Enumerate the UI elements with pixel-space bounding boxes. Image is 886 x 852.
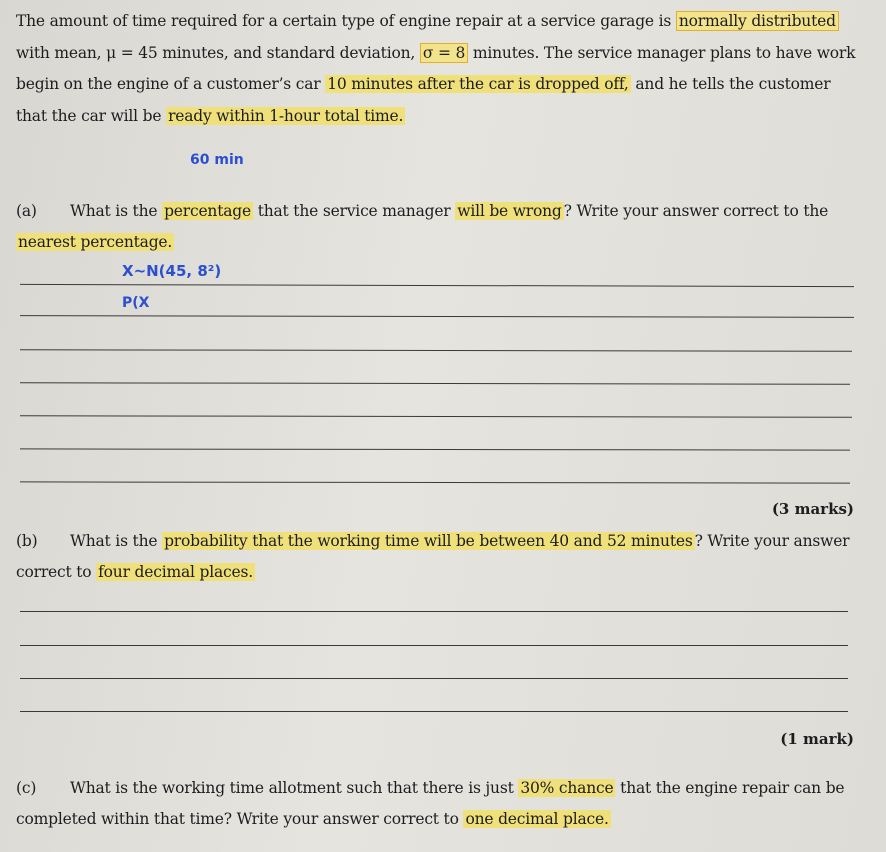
mean-value: μ = 45: [106, 43, 158, 62]
handwritten-answer-line-2: P(X: [122, 295, 150, 311]
intro-text: and he tells the customer that the car will be: [16, 75, 831, 125]
answer-line[interactable]: [20, 611, 848, 612]
intro-text: with mean,: [16, 43, 107, 62]
answer-line[interactable]: [20, 678, 848, 679]
answer-line[interactable]: [20, 645, 848, 646]
question-b-text: ? Write your answer correct to: [16, 532, 850, 581]
question-c-text: that the engine repair can be completed within that time? Write your answer correct to: [16, 779, 845, 828]
answer-line[interactable]: [20, 448, 850, 450]
question-c-text: What is the working time allotment such that there is just: [70, 779, 519, 797]
question-b-label: (b): [16, 532, 38, 550]
question-b-highlight: four decimal places.: [98, 563, 253, 581]
std-dev-value: σ = 8: [420, 43, 468, 63]
answer-line[interactable]: [20, 315, 854, 318]
answer-line[interactable]: [20, 382, 850, 384]
question-a: [16, 196, 866, 258]
handwritten-answer-line-1: X~N(45, 8²): [122, 262, 222, 280]
question-b-highlight: probability that the working time will be between 40 and 52 minutes: [164, 532, 693, 550]
question-a-label: (a): [16, 202, 37, 220]
intro-highlight-normal: normally distributed: [676, 11, 839, 31]
question-a-highlight: nearest percentage.: [18, 233, 173, 251]
question-c-label: (c): [16, 779, 37, 797]
question-a-text: What is the: [70, 202, 163, 220]
answer-line[interactable]: [20, 284, 854, 287]
intro-highlight-ready: ready within 1-hour total time.: [168, 106, 404, 125]
question-a-highlight: percentage: [164, 202, 251, 220]
question-b-text: What is the: [70, 532, 163, 550]
intro-text: The amount of time required for a certain type of engine repair at a service garage is: [16, 12, 676, 30]
question-c: [16, 773, 866, 835]
intro-text: minutes, and standard deviation,: [157, 43, 420, 62]
question-b: [16, 526, 866, 588]
answer-line[interactable]: [20, 349, 852, 351]
problem-intro: [16, 6, 866, 132]
question-b-marks: (1 mark): [780, 730, 854, 748]
intro-text: minutes. The service manager plans to have work begin on the engine of a customer’s car: [16, 43, 856, 93]
handwritten-note: 60 min: [190, 152, 244, 168]
question-a-highlight: will be wrong: [457, 202, 562, 220]
intro-highlight-delay: 10 minutes after the car is dropped off,: [327, 75, 629, 93]
answer-line[interactable]: [20, 415, 852, 417]
question-a-marks: (3 marks): [771, 500, 854, 518]
question-a-text: that the service manager: [252, 202, 456, 220]
question-c-highlight: 30% chance: [520, 779, 614, 797]
answer-line[interactable]: [20, 481, 850, 483]
answer-line[interactable]: [20, 711, 848, 712]
question-c-highlight: one decimal place.: [465, 810, 609, 828]
question-a-text: ? Write your answer correct to the: [563, 202, 829, 220]
